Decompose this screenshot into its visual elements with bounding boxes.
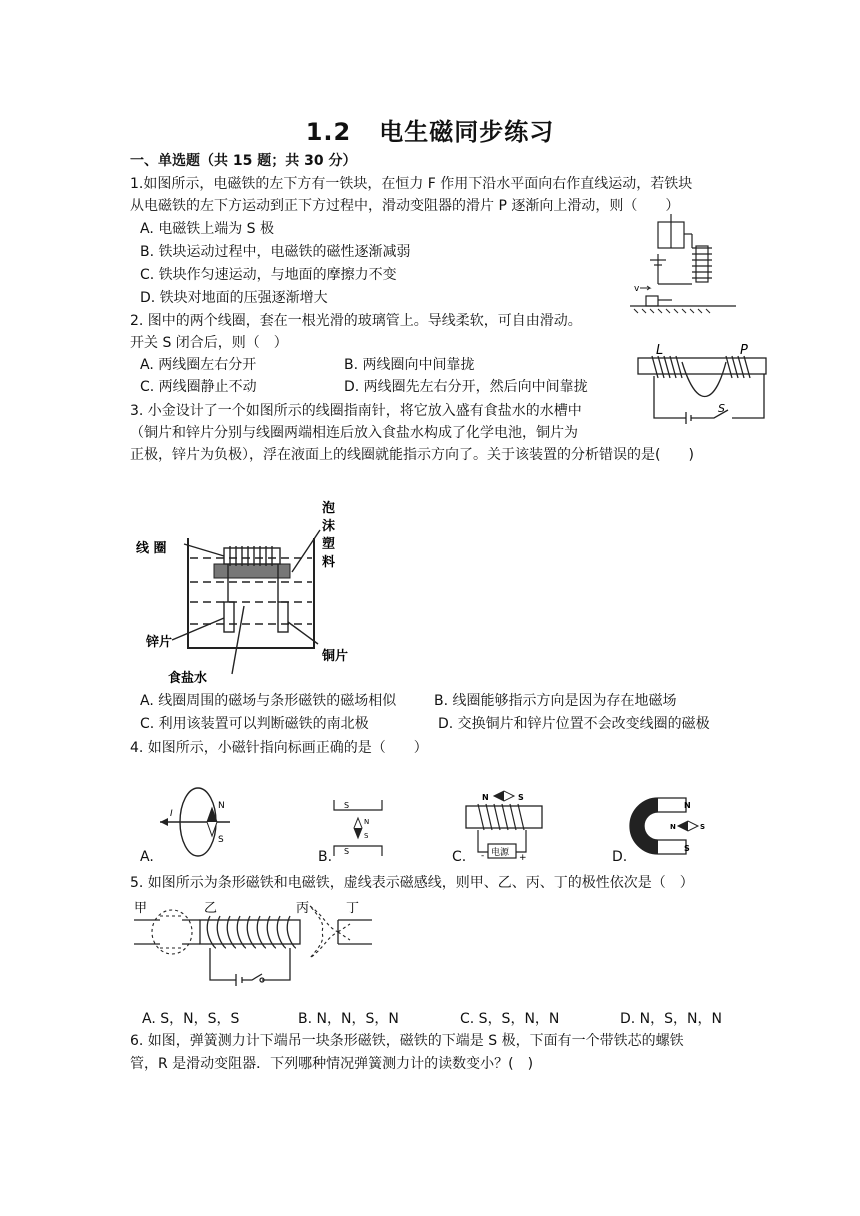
- q3-stem-line1: 3. 小金设计了一个如图所示的线圈指南针，将它放入盛有食盐水的水槽中: [130, 403, 582, 419]
- q4-figure-b: [332, 798, 386, 858]
- q4-option-a: A.: [140, 849, 154, 865]
- q5-label-yi: 乙: [204, 901, 218, 916]
- q4-option-c: C.: [452, 849, 467, 865]
- title-text: 电生磁同步练习: [379, 118, 555, 146]
- q4-stem: 4. 如图所示，小磁针指向标画正确的是（ ）: [130, 740, 428, 756]
- q5-label-jia: 甲: [134, 901, 148, 916]
- page-title: [0, 112, 860, 147]
- q3-stem-line2: （铜片和锌片分别与线圈两端相连后放入食盐水构成了化学电池，铜片为: [130, 425, 578, 441]
- q3-label-foam-4: 料: [322, 555, 336, 570]
- q1-option-b: B. 铁块运动过程中，电磁铁的磁性逐渐减弱: [140, 244, 411, 260]
- q4-option-d: D.: [612, 849, 628, 865]
- q3-label-salt-water: 食盐水: [168, 671, 208, 686]
- q5-label-ding: 丁: [346, 901, 360, 916]
- q3-option-b: B. 线圈能够指示方向是因为存在地磁场: [434, 693, 677, 709]
- q4b-needle-s-label: S: [364, 832, 369, 840]
- q3-label-copper: 铜片: [322, 649, 349, 664]
- q6-stem-line2: 管，R 是滑动变阻器．下列哪种情况弹簧测力计的读数变小？( ): [130, 1056, 534, 1072]
- q3-label-coil: 线 圈: [136, 541, 167, 556]
- q3-label-foam-1: 泡: [322, 501, 336, 516]
- q3-stem-line3: 正极，锌片为负极），浮在液面上的线圈就能指示方向了。关于该装置的分析错误的是( ): [130, 447, 694, 463]
- q6-stem-line1: 6. 如图，弹簧测力计下端吊一块条形磁铁，磁铁的下端是 S 极，下面有一个带铁芯的螺铁: [130, 1033, 684, 1049]
- q4d-needle-n-label: N: [670, 823, 676, 831]
- q5-option-a: A. S，N，S，S: [142, 1011, 240, 1027]
- q4-figure-c: [464, 786, 546, 864]
- q2-stem-line2: 开关 S 闭合后，则（ ）: [130, 335, 288, 351]
- q2-label-p: P: [740, 343, 748, 358]
- q5-option-c: C. S，S，N，N: [460, 1011, 560, 1027]
- q4b-needle-n-label: N: [364, 818, 370, 826]
- q3-option-c: C. 利用该装置可以判断磁铁的南北极: [140, 716, 369, 732]
- q4c-plus-label: +: [519, 853, 527, 863]
- q5-option-d: D. N，S，N，N: [620, 1011, 722, 1027]
- q3-figure: [132, 498, 372, 688]
- q2-label-s: S: [718, 402, 725, 415]
- q4-figure-a: [150, 786, 250, 860]
- q4d-n-label: N: [684, 801, 691, 810]
- q3-option-d: D. 交换铜片和锌片位置不会改变线圈的磁极: [438, 716, 710, 732]
- q2-label-l: L: [656, 343, 664, 358]
- q4-figure-d: [628, 796, 706, 858]
- q1-option-d: D. 铁块对地面的压强逐渐增大: [140, 290, 328, 306]
- q4a-current-label: I: [170, 809, 173, 819]
- q2-stem-line1: 2. 图中的两个线圈，套在一根光滑的玻璃管上。导线柔软，可自由滑动。: [130, 313, 582, 329]
- title-number: 1.2: [305, 118, 352, 146]
- q3-label-foam-3: 塑: [322, 537, 336, 552]
- section-heading: 一、单选题（共 15 题；共 30 分）: [130, 153, 357, 169]
- q2-option-b: B. 两线圈向中间靠拢: [344, 357, 475, 373]
- q4-option-b: B.: [318, 849, 333, 865]
- q3-label-zinc: 锌片: [146, 635, 173, 650]
- q4a-s-label: S: [218, 835, 224, 845]
- q4d-s-label: S: [684, 844, 690, 853]
- q5-label-bing: 丙: [296, 901, 310, 916]
- q1-option-a: A. 电磁铁上端为 S 极: [140, 221, 275, 237]
- q1-stem-line2: 从电磁铁的左下方运动到正下方过程中，滑动变阻器的滑片 P 逐渐向上滑动，则（ ）: [130, 198, 680, 214]
- q2-option-c: C. 两线圈静止不动: [140, 379, 257, 395]
- q4c-minus-label: -: [481, 851, 485, 861]
- q5-figure: [132, 896, 376, 1006]
- q4c-n-label: N: [482, 793, 489, 802]
- q2-option-a: A. 两线圈左右分开: [140, 357, 257, 373]
- q1-figure: [628, 214, 740, 314]
- q5-option-b: B. N，N，S，N: [298, 1011, 399, 1027]
- q3-label-foam-2: 沫: [322, 519, 336, 534]
- q4b-bottom-s-label: S: [344, 847, 350, 856]
- q4b-top-s-label: S: [344, 801, 350, 810]
- q4a-n-label: N: [218, 801, 225, 811]
- q2-option-d: D. 两线圈先左右分开，然后向中间靠拢: [344, 379, 588, 395]
- q5-stem: 5. 如图所示为条形磁铁和电磁铁，虚线表示磁感线，则甲、乙、丙、丁的极性依次是（ ）: [130, 875, 694, 891]
- q1-velocity-label: v: [634, 284, 640, 294]
- q4c-s-label: S: [518, 793, 524, 802]
- q3-option-a: A. 线圈周围的磁场与条形磁铁的磁场相似: [140, 693, 397, 709]
- q4c-battery-label: 电源: [491, 848, 510, 858]
- q1-option-c: C. 铁块作匀速运动，与地面的摩擦力不变: [140, 267, 397, 283]
- q4d-needle-s-label: S: [700, 823, 706, 831]
- q1-stem-line1: 1.如图所示，电磁铁的左下方有一铁块，在恒力 F 作用下沿水平面向右作直线运动，若铁块: [130, 176, 693, 192]
